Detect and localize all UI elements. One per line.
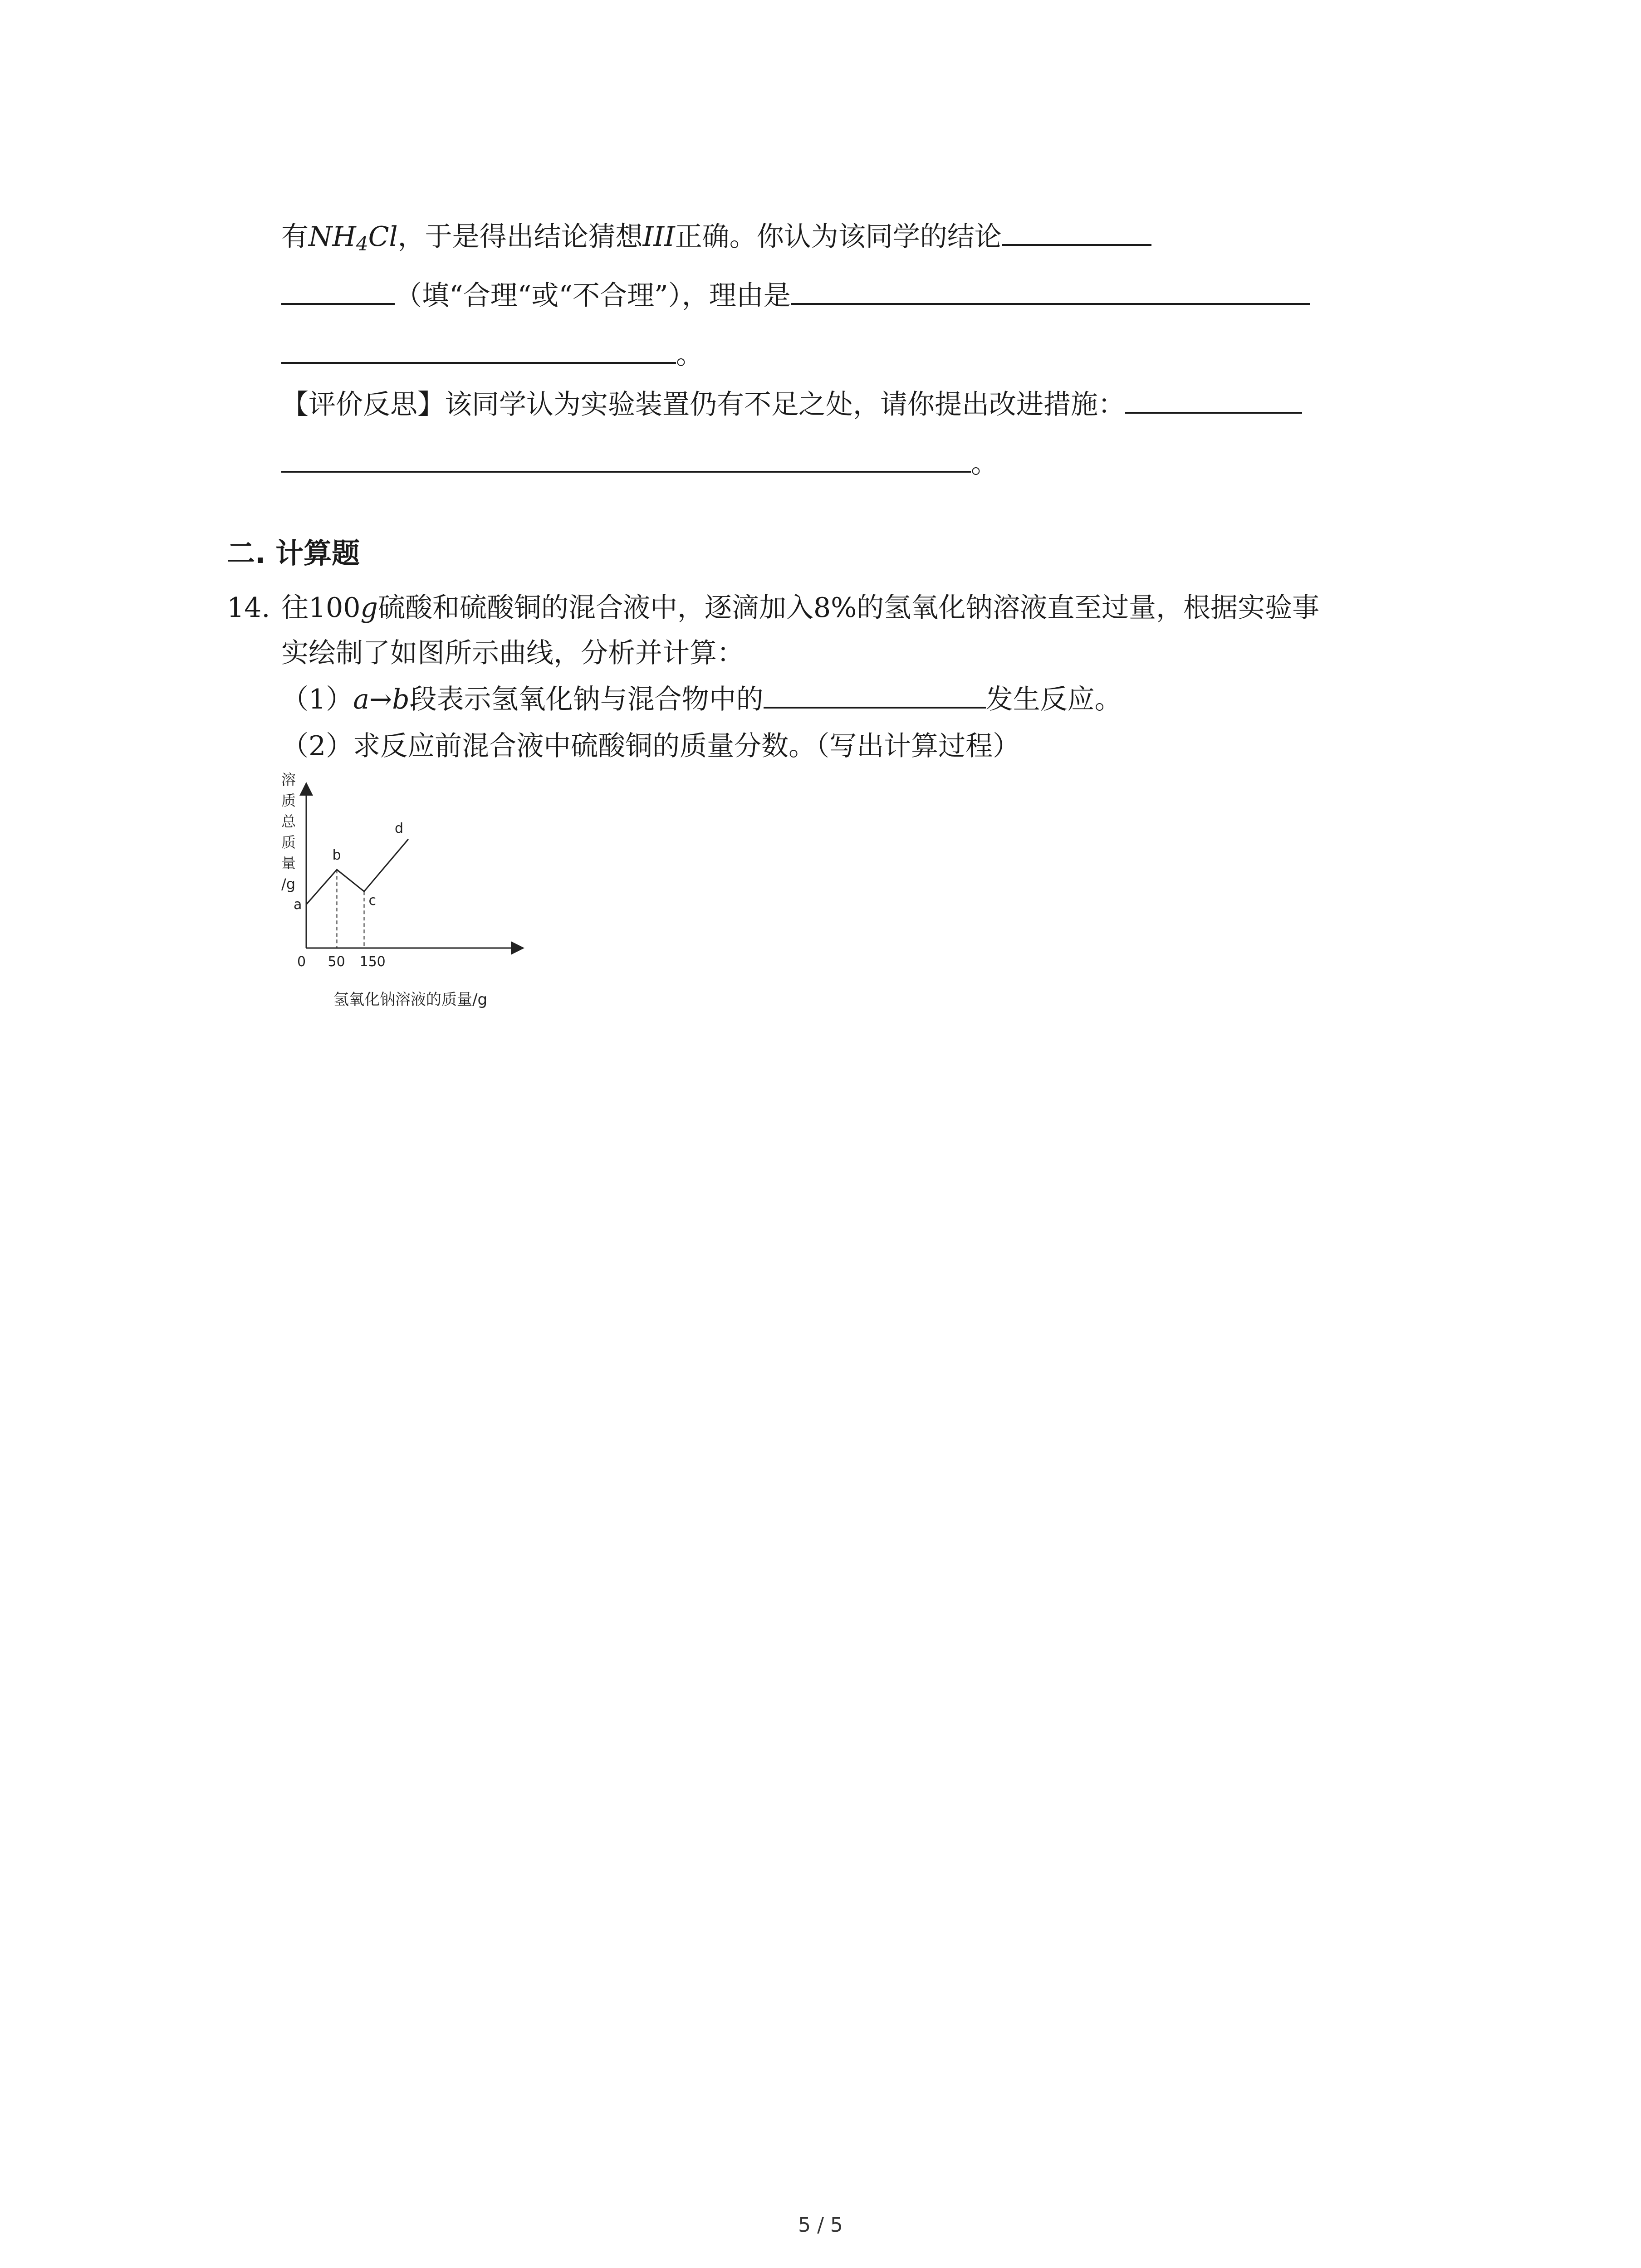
roman-three: III [642,221,675,253]
line3-end: 。 [676,339,703,371]
answer-blank-conclusion[interactable] [1002,218,1151,246]
y-axis-label [281,771,296,893]
point-label-a: a [294,897,302,913]
answer-blank-conclusion-cont[interactable] [281,277,395,305]
q14-line-1 [281,590,1319,626]
y-label-char: 总 [281,813,296,830]
answer-blank-improvement-cont[interactable] [281,445,971,473]
y-label-char: 量 [281,855,296,872]
point-label-b: b [332,847,341,864]
y-label-char: 溶 [281,771,296,788]
text-line-2 [281,277,1310,314]
formula-cl: Cl [368,221,398,253]
y-label-char: 质 [281,834,296,851]
origin-label: 0 [297,954,306,970]
part1-prefix: （1） [281,684,353,715]
reflection-text: 【评价反思】该同学认为实验装置仍有不足之处，请你提出改进措施： [281,389,1125,420]
text-line-4 [281,386,1302,423]
x-tick-label-50: 50 [328,954,345,970]
part2-text: （2）求反应前混合液中硫酸铜的质量分数。（写出计算过程） [281,730,1020,762]
line1-prefix: 有 [281,221,309,253]
x-tick-label-150: 150 [359,954,386,970]
section-heading: 二. 计算题 [227,537,360,570]
answer-blank-reason-cont[interactable] [281,336,676,364]
answer-blank-reactant[interactable] [764,680,986,709]
x-axis-label: 氢氧化钠溶液的质量/g [333,991,488,1009]
y-label-char: 质 [281,792,296,809]
formula-sub: 4 [356,233,368,255]
q14-line1-a: 往100 [281,592,361,624]
question-number: 14. [227,592,270,624]
point-label-d: d [395,821,404,836]
q14-line-2 [281,635,744,671]
page-number: 5 / 5 [798,2214,843,2237]
q14-unit-g: g [360,592,378,624]
part1-b: b [392,684,410,715]
part1-a: a [353,684,369,715]
answer-blank-improvement[interactable] [1125,386,1302,414]
text-line-5 [281,445,998,482]
answer-blank-reason[interactable] [791,277,1310,305]
line1-mid: ，于是得出结论猜想 [397,221,643,253]
text-line-3 [281,336,703,373]
line2-text: （填“合理“或“不合理”），理由是 [395,280,791,312]
text-line-1 [281,218,1151,262]
part1-arrow: → [369,684,392,715]
point-label-c: c [368,893,376,909]
part1-end: 发生反应。 [985,684,1122,715]
data-line [306,839,408,904]
q14-line2: 实绘制了如图所示曲线，分析并计算： [281,637,744,669]
y-label-char: /g [281,875,296,893]
q14-part-1 [281,680,1122,718]
formula-nh: NH [309,221,356,253]
q14-part-2 [281,728,1020,764]
line1-suffix: 正确。你认为该同学的结论 [675,221,1002,253]
q14-line1-b: 硫酸和硫酸铜的混合液中，逐滴加入8%的氢氧化钠溶液直至过量，根据实验事 [377,592,1320,624]
solute-mass-chart [272,767,544,1012]
line5-end: 。 [971,448,998,479]
part1-text: 段表示氢氧化钠与混合物中的 [409,684,764,715]
